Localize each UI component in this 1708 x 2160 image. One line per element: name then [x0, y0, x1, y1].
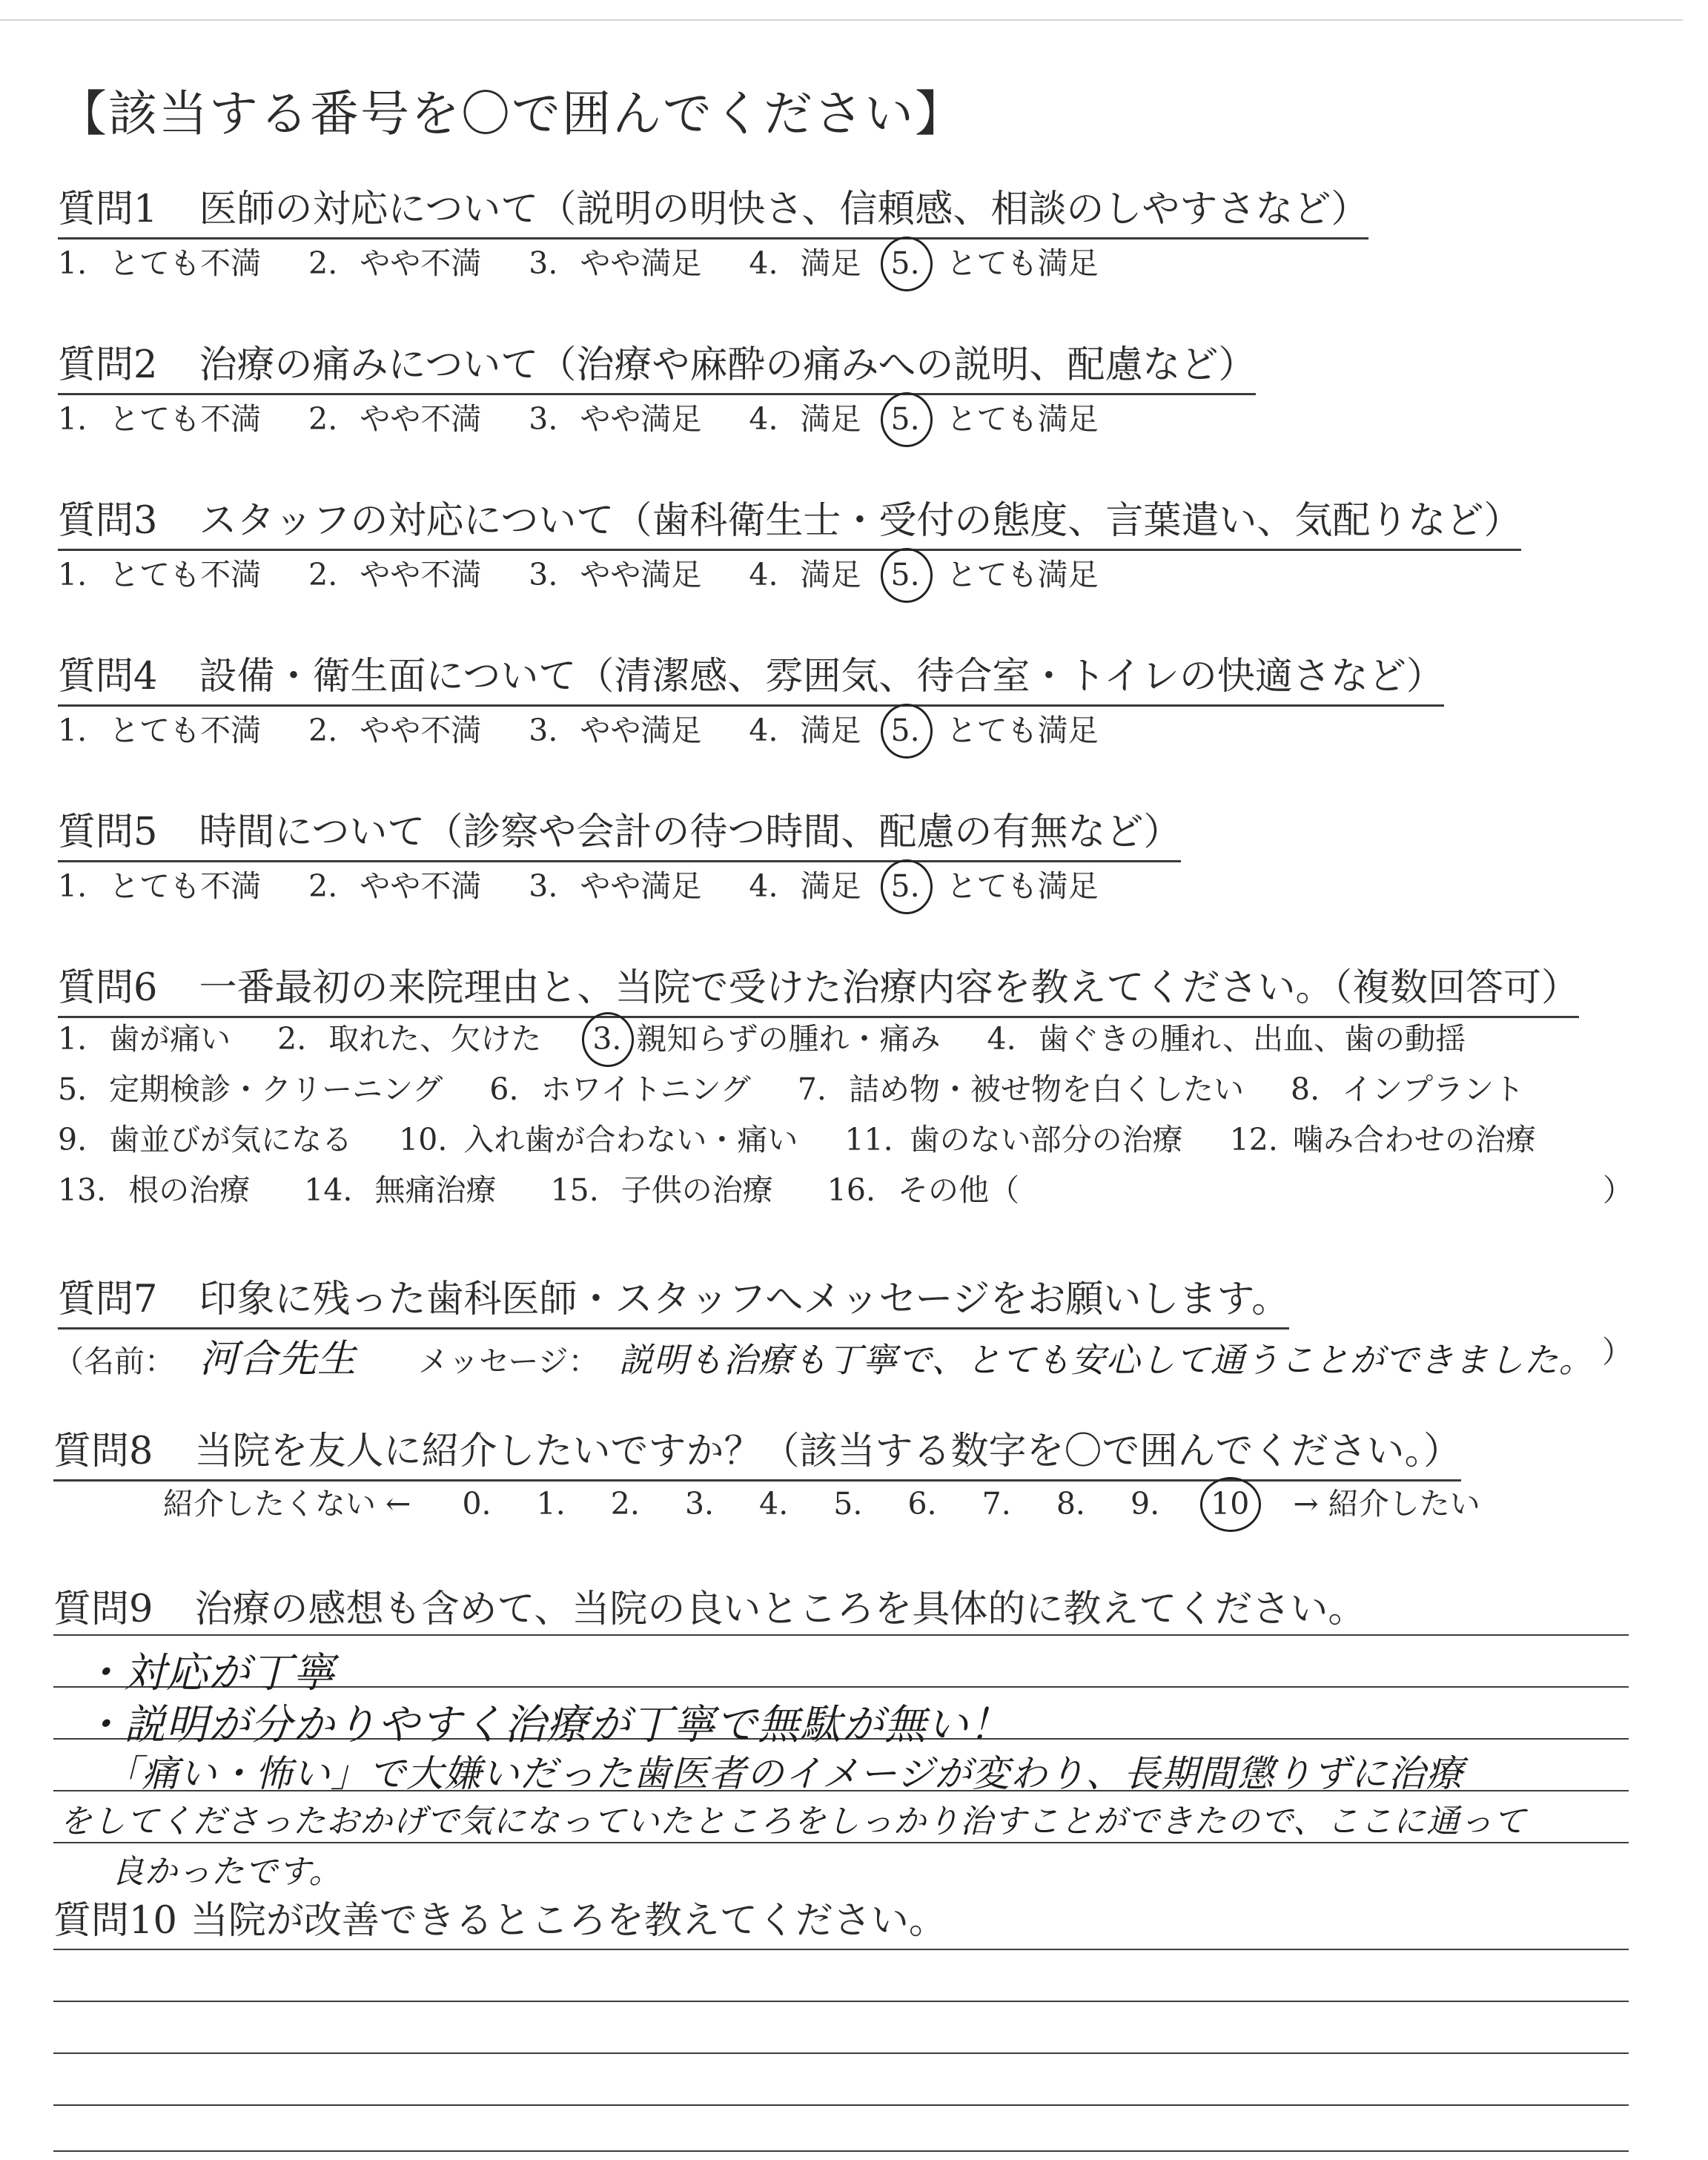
option-number[interactable]: 1. [58, 868, 87, 904]
option-label: 親知らずの腫れ・痛み [636, 1021, 941, 1057]
option-label: やや満足 [580, 557, 702, 592]
question-text: 医師の対応について（説明の明快さ、信頼感、相談のしやすさなど） [199, 188, 1369, 231]
question-8-heading [53, 1420, 1461, 1482]
answer-line [53, 2104, 1629, 2106]
option-number-circled[interactable]: 5. [890, 557, 920, 592]
option-number[interactable]: 1. [58, 713, 87, 748]
option-number[interactable]: 4. [749, 245, 778, 281]
option-number[interactable]: 1. [58, 245, 87, 281]
scale-option[interactable]: 2. [610, 1486, 640, 1522]
option-label: その他（ [898, 1172, 1020, 1208]
question-6-row-1 [58, 1014, 1466, 1058]
option-number[interactable]: 7. [797, 1071, 827, 1107]
option-label: 定期検診・クリーニング [109, 1071, 443, 1107]
option-number[interactable]: 2. [308, 713, 338, 748]
question-number: 質問3 [58, 499, 158, 543]
option-number-circled[interactable]: 5. [890, 713, 920, 748]
question-2-options [58, 394, 1099, 438]
question-text: スタッフの対応について（歯科衛生士・受付の態度、言葉遣い、気配りなど） [199, 499, 1522, 543]
answer-handwritten-1[interactable]: ・対応が丁寧 [82, 1649, 335, 1697]
answer-handwritten-2[interactable]: ・説明が分かりやすく治療が丁寧で無駄が無い！ [82, 1701, 1011, 1749]
option-label: 歯のない部分の治療 [909, 1122, 1183, 1157]
answer-handwritten-4[interactable]: をしてくださったおかげで気になっていたところをしっかり治すことができたので、ここに通って [59, 1803, 1527, 1840]
page-title: 【該当する番号を〇で囲んでください】 [58, 85, 965, 142]
question-4-options [58, 706, 1099, 750]
option-label: やや満足 [580, 868, 702, 904]
option-label: やや満足 [580, 245, 702, 281]
question-9-heading [53, 1578, 1366, 1637]
option-label: とても不満 [109, 557, 262, 592]
question-6-row-3 [58, 1115, 1536, 1159]
question-6-row-2 [58, 1065, 1524, 1109]
option-label: やや不満 [360, 401, 482, 437]
answer-line [53, 2150, 1629, 2152]
answer-line [53, 1634, 1629, 1636]
option-label: とても不満 [109, 713, 262, 748]
option-number[interactable]: 3. [529, 401, 558, 437]
option-number[interactable]: 13. [58, 1172, 107, 1208]
option-label: とても満足 [946, 868, 1099, 904]
option-label: やや不満 [360, 245, 482, 281]
question-number: 質問2 [58, 343, 158, 387]
option-label: 詰め物・被せ物を白くしたい [848, 1071, 1244, 1107]
question-2-heading [58, 334, 1256, 395]
option-number[interactable]: 2. [308, 868, 338, 904]
question-10-heading [53, 1889, 947, 1949]
option-number[interactable]: 1. [58, 1021, 87, 1057]
option-number[interactable]: 4. [987, 1021, 1016, 1057]
question-text: 時間について（診察や会計の待つ時間、配慮の有無など） [199, 810, 1182, 854]
option-number-circled[interactable]: 5. [890, 245, 920, 281]
option-number[interactable]: 9. [58, 1122, 87, 1157]
scale-option[interactable]: 7. [982, 1486, 1011, 1522]
option-number[interactable]: 5. [58, 1071, 87, 1107]
option-number[interactable]: 4. [749, 868, 778, 904]
question-text: 当院が改善できるところを教えてください。 [190, 1899, 947, 1943]
option-label: やや満足 [580, 713, 702, 748]
answer-handwritten-5[interactable]: 良かったです。 [111, 1853, 342, 1891]
option-number[interactable]: 3. [529, 713, 558, 748]
question-number: 質問10 [53, 1899, 177, 1943]
option-number[interactable]: 8. [1291, 1071, 1320, 1107]
message-value-handwritten[interactable]: 説明も治療も丁寧で、とても安心して通うことができました。 [618, 1340, 1594, 1380]
question-1-options [58, 239, 1099, 283]
answer-line [53, 1949, 1629, 1950]
option-number[interactable]: 3. [529, 868, 558, 904]
scale-option[interactable]: 3. [684, 1486, 715, 1522]
close-paren: ） [1603, 1172, 1633, 1208]
question-number: 質問8 [53, 1430, 153, 1473]
scale-option[interactable]: 5. [833, 1486, 863, 1522]
option-label: 噛み合わせの治療 [1292, 1122, 1536, 1157]
question-6-heading [58, 957, 1579, 1018]
question-text: 当院を友人に紹介したいですか？（該当する数字を〇で囲んでください。） [194, 1430, 1461, 1473]
option-label: とても満足 [946, 401, 1099, 437]
question-7-heading [58, 1268, 1289, 1330]
scale-left-label: 紹介したくない ← [163, 1486, 411, 1522]
option-number[interactable]: 6. [489, 1071, 519, 1107]
question-text: 設備・衛生面について（清潔感、雰囲気、待合室・トイレの快適さなど） [199, 655, 1444, 698]
option-label: 満足 [800, 245, 861, 281]
option-label: 子供の治療 [620, 1172, 773, 1208]
option-number[interactable]: 16. [827, 1172, 876, 1208]
question-text: 治療の感想も含めて、当院の良いところを具体的に教えてください。 [194, 1588, 1366, 1631]
answer-line [53, 2052, 1629, 2054]
option-label: とても不満 [109, 868, 262, 904]
option-number[interactable]: 1. [58, 557, 87, 592]
question-5-options [58, 862, 1099, 905]
scale-option[interactable]: 8. [1056, 1486, 1085, 1522]
option-number[interactable]: 2. [308, 245, 338, 281]
question-1-heading [58, 178, 1368, 240]
option-label: 歯ぐきの腫れ、出血、歯の動揺 [1038, 1021, 1466, 1057]
option-label: 無痛治療 [374, 1172, 497, 1208]
question-text: 一番最初の来院理由と、当院で受けた治療内容を教えてください。（複数回答可） [199, 966, 1579, 1010]
option-label: とても満足 [946, 713, 1099, 748]
question-7-message-row [53, 1327, 1632, 1383]
answer-line [53, 1842, 1629, 1843]
question-text: 印象に残った歯科医師・スタッフへメッセージをお願いします。 [199, 1278, 1290, 1321]
option-label: やや不満 [360, 557, 482, 592]
top-border [0, 19, 1683, 21]
option-label: ホワイトニング [540, 1071, 751, 1107]
question-6-row-4 [58, 1166, 1633, 1209]
scale-option[interactable]: 6. [907, 1486, 937, 1522]
option-number[interactable]: 2. [308, 557, 338, 592]
option-label: 歯並びが気になる [109, 1122, 353, 1157]
option-number[interactable]: 15. [550, 1172, 599, 1208]
option-label: やや不満 [360, 713, 482, 748]
option-label: 根の治療 [128, 1172, 251, 1208]
option-label: 満足 [800, 868, 861, 904]
option-number[interactable]: 3. [529, 245, 558, 281]
question-5-heading [58, 801, 1181, 862]
question-number: 質問6 [58, 966, 158, 1010]
option-number[interactable]: 4. [749, 713, 778, 748]
scale-option[interactable]: 0. [462, 1486, 491, 1522]
question-3-options [58, 550, 1099, 594]
option-number-circled[interactable]: 3. [592, 1021, 622, 1057]
option-number[interactable]: 4. [749, 557, 778, 592]
option-label: とても満足 [946, 557, 1099, 592]
option-number[interactable]: 3. [529, 557, 558, 592]
option-label: インプラント [1342, 1071, 1525, 1107]
option-label: とても不満 [109, 401, 262, 437]
option-label: 満足 [800, 713, 861, 748]
option-number[interactable]: 1. [58, 401, 87, 437]
scale-option[interactable]: 4. [759, 1486, 789, 1522]
option-number[interactable]: 12. [1229, 1122, 1278, 1157]
option-number-circled[interactable]: 5. [890, 401, 920, 437]
scale-right-label: → 紹介したい [1293, 1486, 1480, 1522]
name-value-handwritten[interactable]: 河合先生 [199, 1337, 357, 1381]
question-text: 治療の痛みについて（治療や麻酔の痛みへの説明、配慮など） [199, 343, 1257, 387]
option-label: 取れた、欠けた [328, 1021, 542, 1057]
question-number: 質問4 [58, 655, 158, 698]
question-3-heading [58, 489, 1521, 551]
question-4-heading [58, 645, 1444, 707]
option-label: 満足 [800, 557, 861, 592]
scale-option[interactable]: 1. [536, 1486, 566, 1522]
option-label: 入れ歯が合わない・痛い [463, 1122, 798, 1157]
option-label: やや不満 [360, 868, 482, 904]
question-number: 質問9 [53, 1588, 153, 1631]
scale-option-circled[interactable]: 10 [1211, 1486, 1250, 1522]
option-number[interactable]: 14. [304, 1172, 353, 1208]
answer-handwritten-3[interactable]: 「痛い・怖い」で大嫌いだった歯医者のイメージが変わり、長期間懲りずに治療 [104, 1752, 1464, 1795]
option-label: 歯が痛い [109, 1021, 231, 1057]
option-number[interactable]: 2. [277, 1021, 307, 1057]
question-number: 質問7 [58, 1278, 158, 1321]
name-label: （名前： [53, 1344, 175, 1379]
option-label: とても不満 [109, 245, 262, 281]
option-label: とても満足 [946, 245, 1099, 281]
option-number[interactable]: 2. [308, 401, 338, 437]
question-number: 質問5 [58, 810, 158, 854]
option-label: 満足 [800, 401, 861, 437]
option-number[interactable]: 4. [749, 401, 778, 437]
question-8-scale [163, 1479, 1480, 1523]
option-number[interactable]: 11. [844, 1122, 893, 1157]
close-paren: ） [1602, 1334, 1632, 1370]
message-label: メッセージ： [418, 1344, 599, 1379]
option-number[interactable]: 10. [399, 1122, 448, 1157]
answer-line [53, 2001, 1629, 2002]
scale-option[interactable]: 9. [1130, 1486, 1160, 1522]
question-number: 質問1 [58, 188, 158, 231]
option-number-circled[interactable]: 5. [890, 868, 920, 904]
option-label: やや満足 [580, 401, 702, 437]
